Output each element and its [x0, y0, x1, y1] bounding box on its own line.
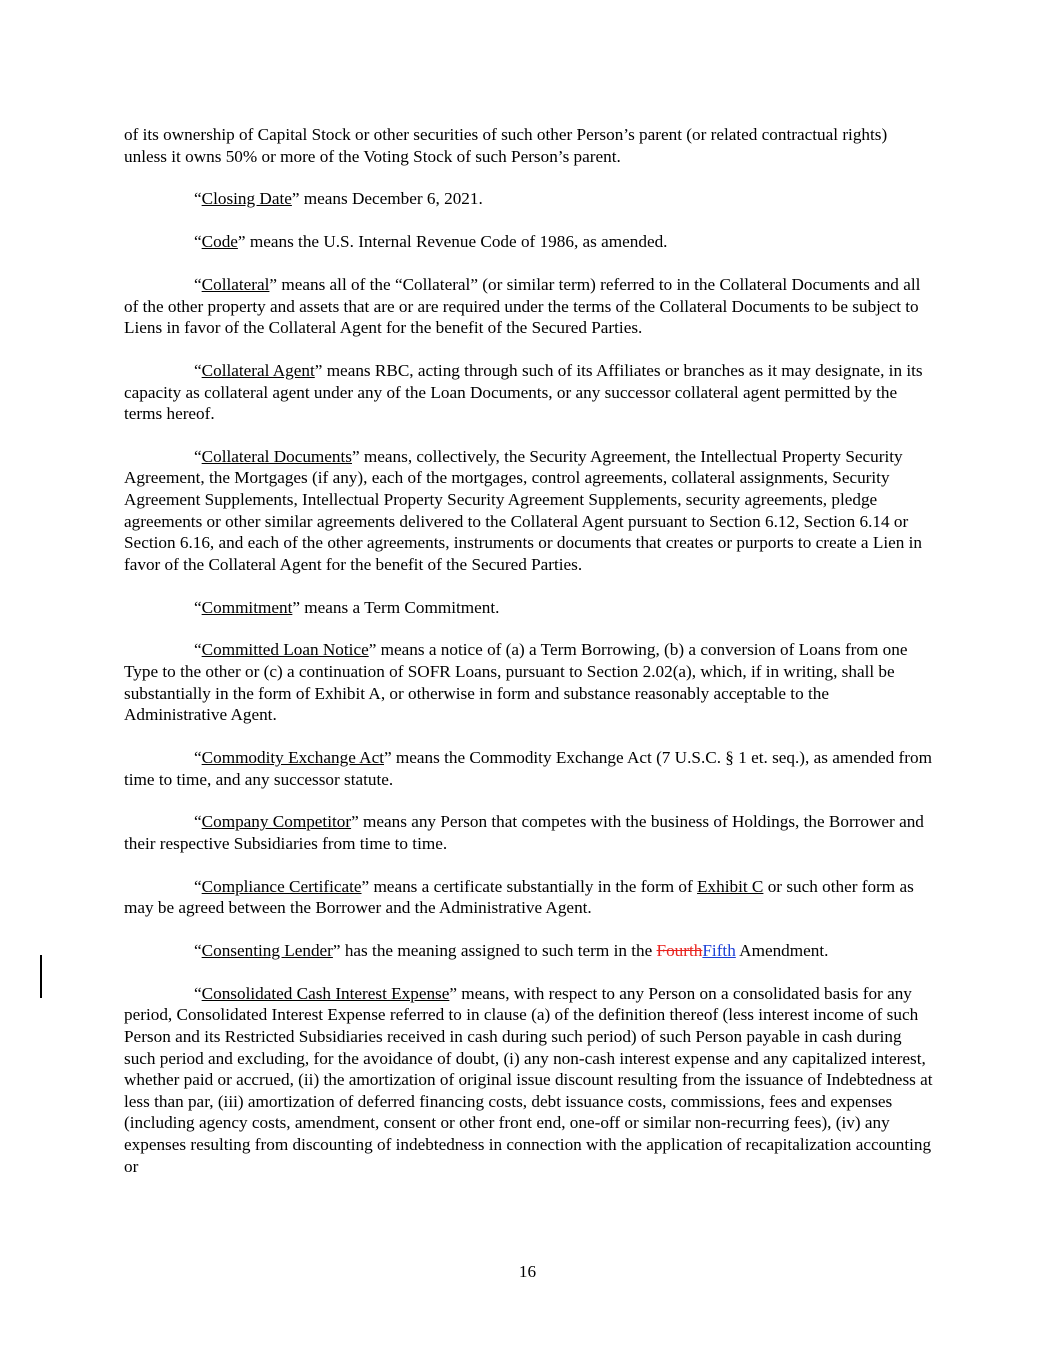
open-quote: “ — [194, 812, 202, 832]
defined-term: Consenting Lender — [201, 941, 333, 961]
defined-term: Code — [201, 232, 238, 252]
open-quote: “ — [194, 597, 202, 617]
definition-text: ” means the U.S. Internal Revenue Code of 1986, as amended. — [237, 232, 668, 252]
change-bar — [40, 955, 42, 998]
defined-term: Committed Loan Notice — [201, 640, 369, 660]
definition-collateral — [124, 274, 934, 339]
definition-consenting-lender — [124, 940, 934, 962]
definition-text: ” means all of the “Collateral” (or similar term) referred to in the Collateral Documents and all of the other property and assets that are or are required under the terms of the Collateral Documents to be subject to Liens in favor of the Collateral Agent for the benefit of the Secured Parties. — [124, 274, 921, 338]
definition-text: ” means a certificate substantially in the form of — [361, 876, 698, 896]
definition-compliance-certificate — [124, 876, 934, 919]
open-quote: “ — [194, 360, 202, 380]
exhibit-reference: Exhibit C — [697, 876, 764, 896]
definition-committed-loan-notice — [124, 639, 934, 725]
page-number: 16 — [518, 1262, 537, 1281]
definition-company-competitor — [124, 811, 934, 854]
defined-term: Compliance Certificate — [201, 876, 362, 896]
defined-term: Collateral Documents — [201, 446, 352, 466]
definition-commitment — [124, 597, 934, 619]
open-quote: “ — [194, 232, 202, 252]
deleted-text: Fourth — [656, 941, 703, 961]
document-page — [124, 124, 934, 1198]
definition-code — [124, 231, 934, 253]
definition-text: ” has the meaning assigned to such term in the — [332, 941, 657, 961]
open-quote: “ — [194, 274, 202, 294]
defined-term: Closing Date — [201, 189, 292, 209]
open-quote: “ — [194, 189, 202, 209]
definitions-list — [124, 188, 934, 854]
definition-commodity-exchange-act — [124, 747, 934, 790]
definition-text: ” means a Term Commitment. — [292, 597, 500, 617]
defined-term: Commodity Exchange Act — [201, 747, 384, 767]
definition-text: Amendment. — [735, 941, 829, 961]
open-quote: “ — [194, 983, 202, 1003]
defined-term: Commitment — [201, 597, 293, 617]
open-quote: “ — [194, 876, 202, 896]
definition-text: ” means a notice of (a) a Term Borrowing, (b) a conversion of Loans from one Type to the other or (c) a continuation of SOFR Loans, pursuant to Section 2.02(a), which, if in writing, shall be substantially in the form of Exhibit A, or otherwise in form and substance reasonably acceptable to the Administrative Agent. — [124, 640, 908, 725]
definition-collateral-agent — [124, 360, 934, 425]
definition-collateral-documents — [124, 446, 934, 576]
defined-term: Company Competitor — [201, 812, 352, 832]
inserted-text: Fifth — [702, 941, 736, 961]
open-quote: “ — [194, 941, 202, 961]
defined-term: Consolidated Cash Interest Expense — [201, 983, 450, 1003]
open-quote: “ — [194, 640, 202, 660]
open-quote: “ — [194, 446, 202, 466]
definition-text: ” means RBC, acting through such of its Affiliates or branches as it may designate, in its capacity as collateral agent under any of the Loan Documents, or any successor collateral agent permitted by the terms hereof. — [124, 360, 923, 424]
definition-consolidated-cash-interest-expense — [124, 983, 934, 1177]
definition-text: ” means, collectively, the Security Agreement, the Intellectual Property Security Agreement, the Mortgages (if any), each of the mortgages, control agreements, collateral assignments, Security Agreement Supplements, Intellectual Property Security Agreement Supplements, security agreements, pledge agreements or other similar agreements delivered to the Collateral Agent pursuant to Section 6.12, Section 6.14 or Section 6.16, and each of the other agreements, instruments or documents that creates or purports to create a Lien in favor of the Collateral Agent for the benefit of the Secured Parties. — [124, 446, 922, 574]
definition-text: ” means any Person that competes with the business of Holdings, the Borrower and their respective Subsidiaries from time to time. — [124, 812, 924, 853]
intro-paragraph: of its ownership of Capital Stock or other securities of such other Person’s parent (or related contractual rights) unless it owns 50% or more of the Voting Stock of such Person’s parent. — [124, 125, 888, 166]
open-quote: “ — [194, 747, 202, 767]
definition-text: ” means the Commodity Exchange Act (7 U.S.C. § 1 et. seq.), as amended from time to time, and any successor statute. — [124, 747, 932, 789]
definition-text: ” means December 6, 2021. — [291, 189, 483, 209]
defined-term: Collateral Agent — [201, 360, 315, 380]
definition-text: or such other form as may be agreed between the Borrower and the Administrative Agent. — [124, 876, 914, 918]
definition-closing-date — [124, 188, 934, 210]
definition-text: ” means, with respect to any Person on a consolidated basis for any period, Consolidated Interest Expense referred to in clause (a) of the definition thereof (less interest income of such Person and its Restricted Subsidiaries received in cash during such period) of such Person payable in cash during such period and excluding, for the avoidance of doubt, (i) any non-cash interest expense and any capitalized interest, whether paid or accrued, (ii) the amortization of original issue discount resulting from the issuance of Indebtedness at less than par, (iii) amortization of deferred financing costs, debt issuance costs, commissions, fees and expenses (including agency costs, amendment, consent or other front end, one-off or similar non-recurring fees), (iv) any expenses resulting from discounting of indebtedness in connection with the application of recapitalization accounting or — [124, 983, 933, 1176]
defined-term: Collateral — [201, 274, 270, 294]
